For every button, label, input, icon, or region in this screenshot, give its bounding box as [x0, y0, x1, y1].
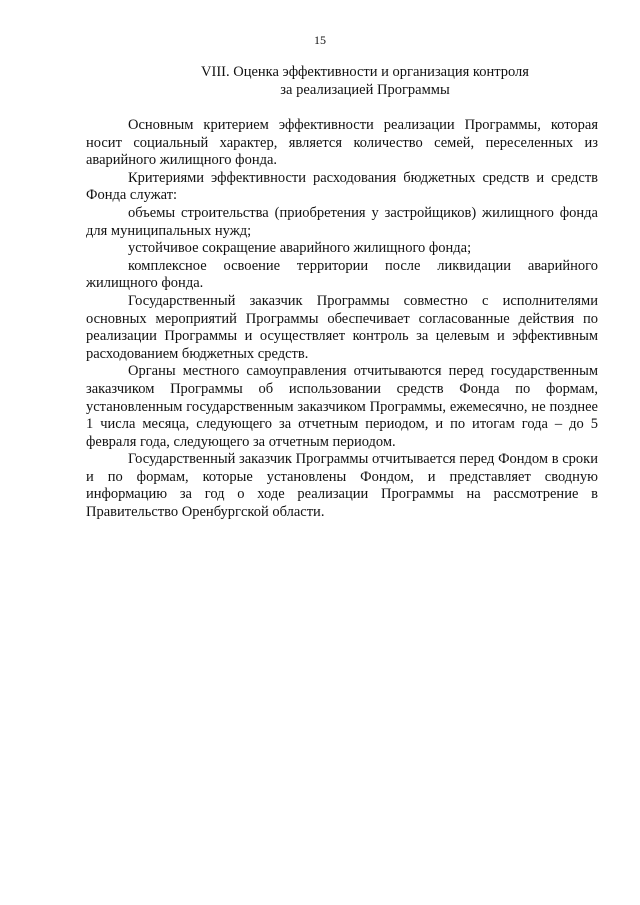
body-text [86, 117, 598, 522]
paragraph-spending-criteria: Критериями эффективности расходования бюджетных средств и средств Фонда служат: [86, 169, 598, 204]
paragraph-local-reporting: Органы местного самоуправления отчитываются перед государственным заказчиком Программы об использовании средств Фонда по формам, установленным государственным заказчиком Программы, ежемесячно, не позднее 1 числа месяца, следующего за отчетным периодом, и по итогам года – до 5 февраля года, следующего за отчетным периодом. [86, 363, 598, 450]
paragraph-territory-development: комплексное освоение территории после ликвидации аварийного жилищного фонда. [86, 257, 598, 292]
paragraph-fund-reporting: Государственный заказчик Программы отчитывается перед Фондом в сроки и по формам, которые установлены Фондом, и представляет сводную информацию за год о ходе реализации Программы на рассмотрение в Правительство Оренбургской области. [86, 451, 598, 521]
section-heading [130, 63, 600, 99]
section-title-line-2: за реализацией Программы [280, 82, 450, 98]
page-number: 15 [314, 33, 326, 47]
paragraph-housing-reduction: устойчивое сокращение аварийного жилищного фонда; [128, 240, 472, 257]
paragraph-state-customer-control: Государственный заказчик Программы совместно с исполнителями основных мероприятий Программы обеспечивает согласованные действия по реализации Программы и осуществляет контроль за целевым и эффективным расходованием бюджетных средств. [86, 292, 598, 362]
section-title-line-1: VIII. Оценка эффективности и организация контроля [201, 64, 529, 80]
paragraph-main-criterion: Основным критерием эффективности реализации Программы, которая носит социальный характер, является количество семей, переселенных из аварийного жилищного фонда. [86, 117, 598, 169]
paragraph-construction-volume: объемы строительства (приобретения у застройщиков) жилищного фонда для муниципальных нужд; [86, 204, 598, 239]
